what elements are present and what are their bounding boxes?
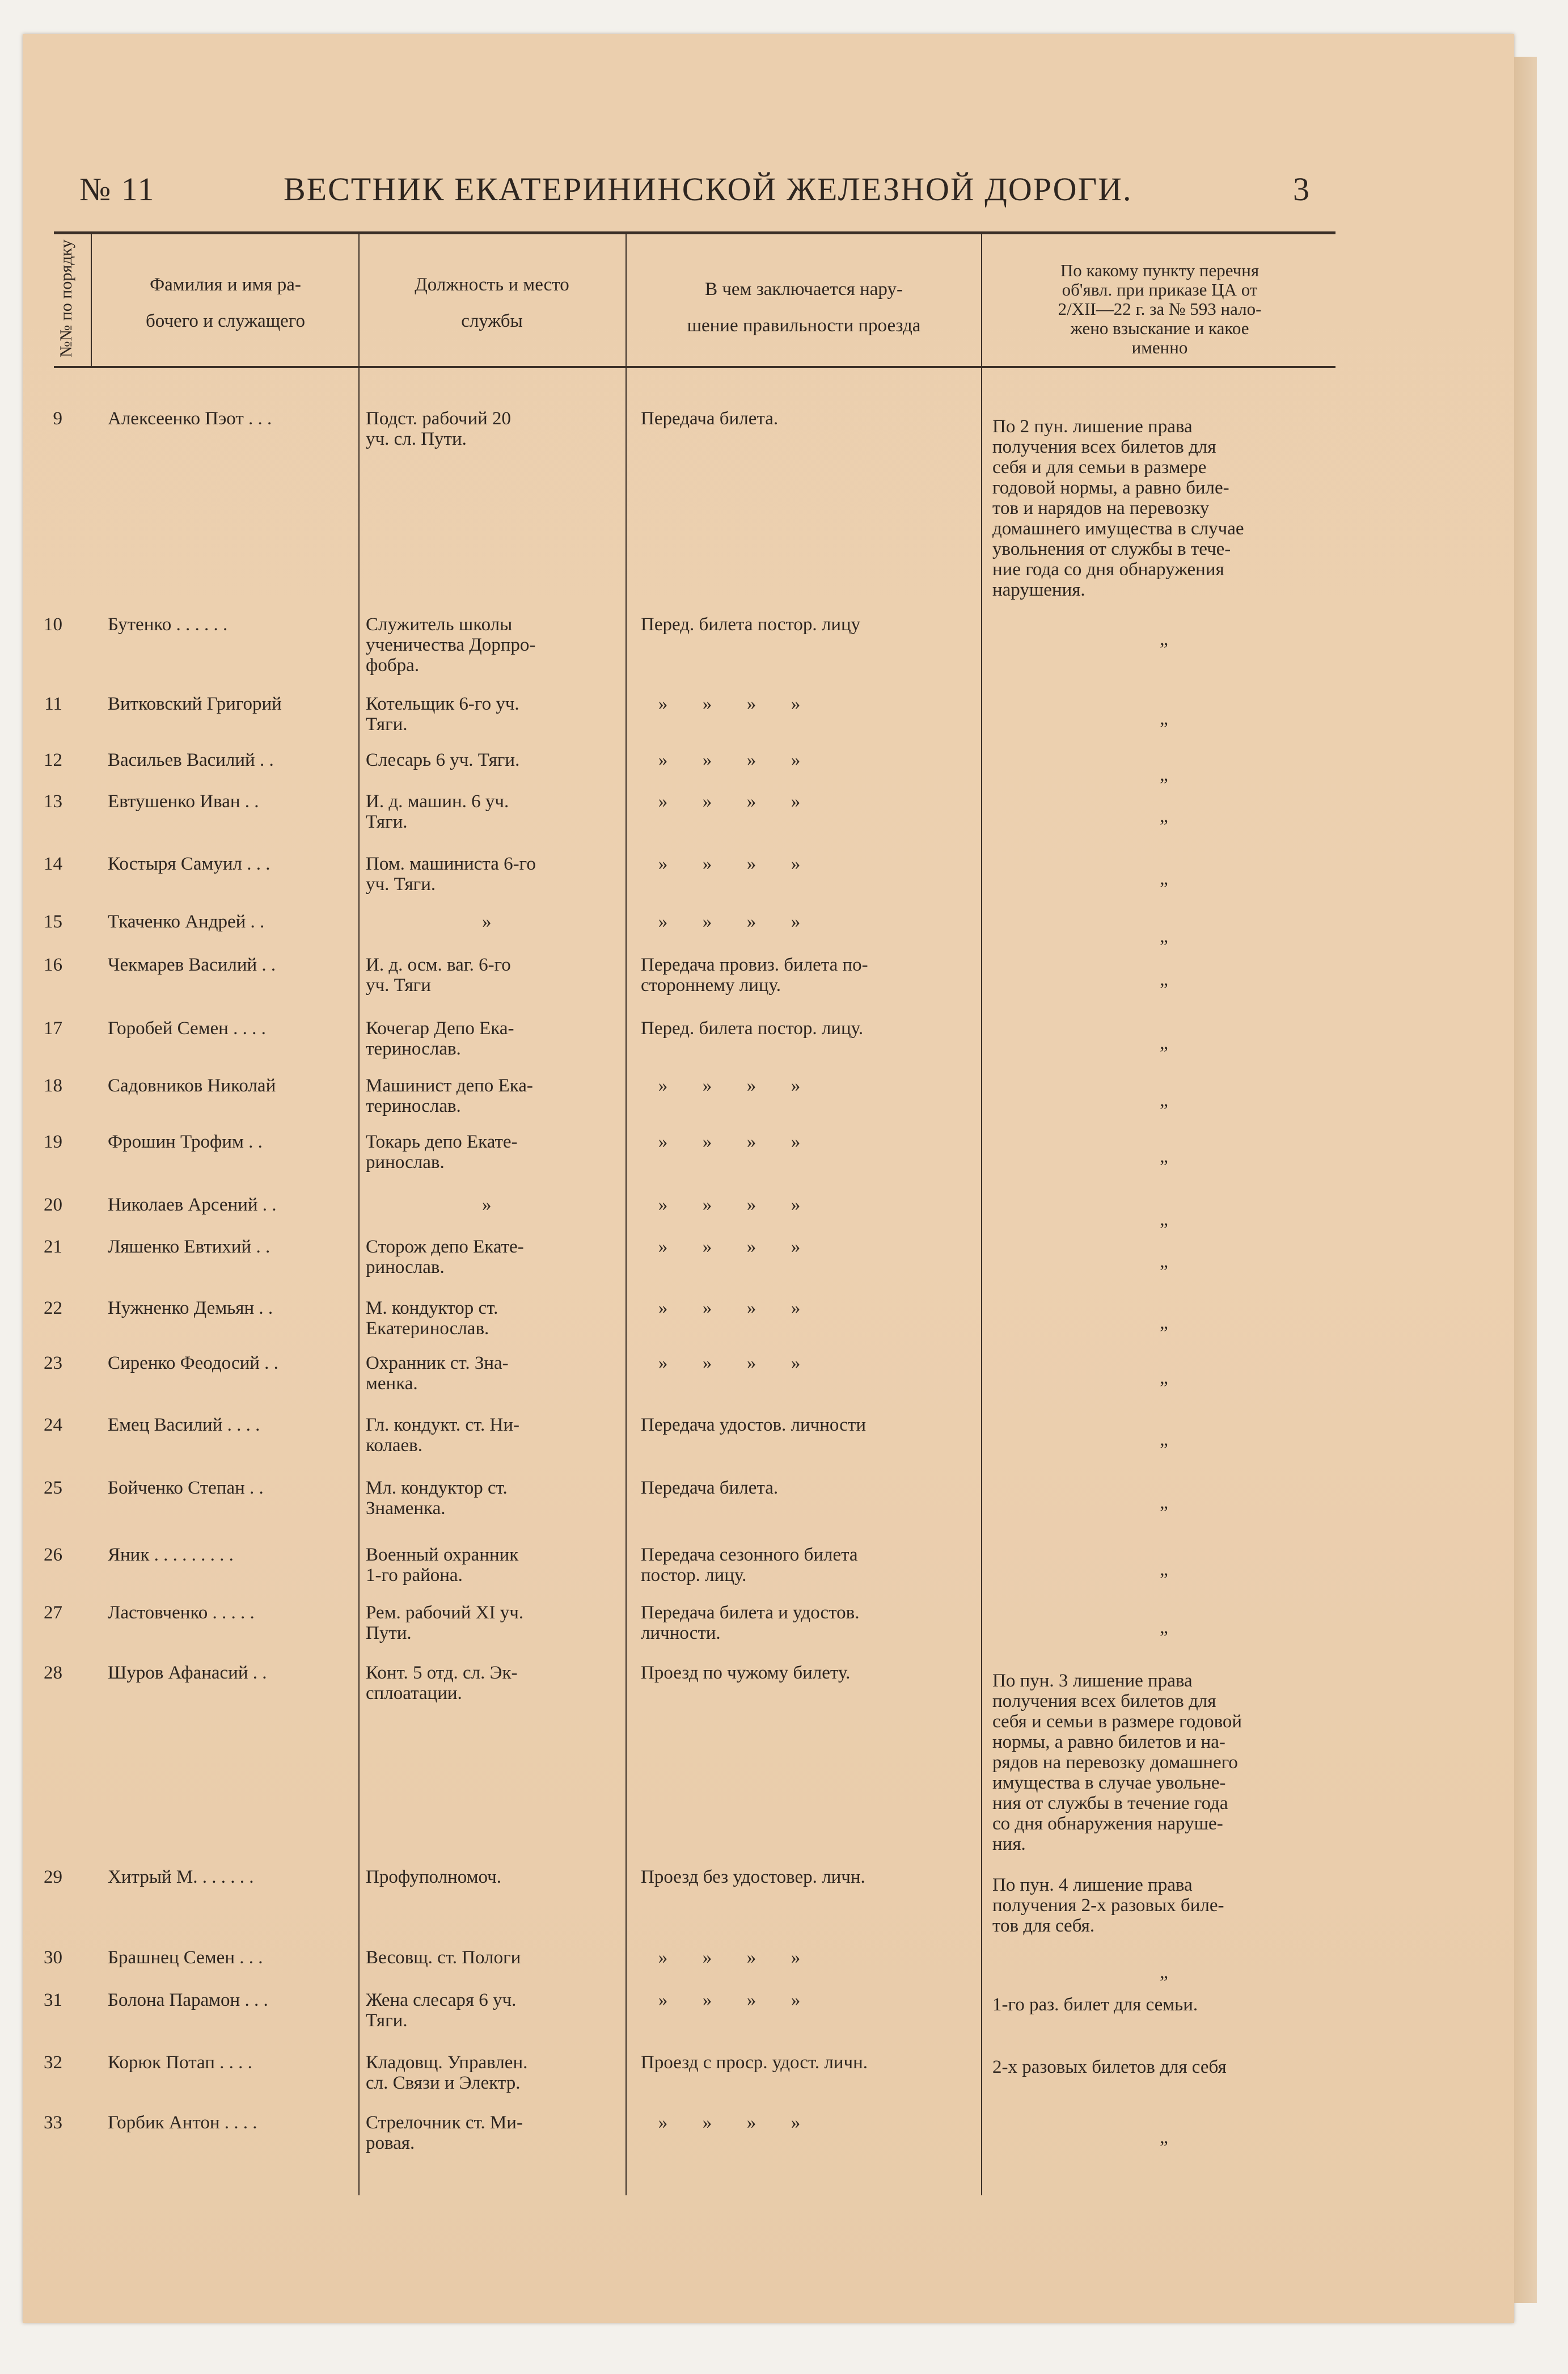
position-text: ринослав. bbox=[366, 1257, 445, 1277]
row-number: 33 bbox=[44, 2112, 62, 2133]
position-text: уч. Тяги. bbox=[366, 874, 436, 895]
row-number: 31 bbox=[44, 1990, 62, 2010]
position-text: 1-го района. bbox=[366, 1565, 463, 1586]
penalty-text: 2-х разовых билетов для себя bbox=[992, 2057, 1227, 2077]
violation-text: Передача сезонного билета bbox=[641, 1545, 858, 1565]
ditto-mark: „ bbox=[1160, 709, 1168, 729]
violation-text: Передача билета. bbox=[641, 1478, 779, 1498]
position-text: » bbox=[482, 912, 492, 932]
penalty-text: По 2 пун. лишение права bbox=[992, 416, 1193, 437]
ditto-mark: „ bbox=[1160, 969, 1168, 990]
position-text: сл. Связи и Электр. bbox=[366, 2073, 521, 2093]
row-number: 16 bbox=[44, 955, 62, 975]
penalty-text: тов для себя. bbox=[992, 1916, 1095, 1936]
employee-name: Нужненко Демьян . . bbox=[108, 1298, 273, 1318]
penalty-text: увольнения от службы в тече- bbox=[992, 539, 1231, 559]
row-number: 15 bbox=[44, 912, 62, 932]
page-edge bbox=[1514, 57, 1537, 2303]
row-number: 28 bbox=[44, 1663, 62, 1683]
employee-name: Алексеенко Пэот . . . bbox=[108, 408, 272, 429]
penalty-text: ние года со дня обнаружения bbox=[992, 559, 1224, 580]
position-text: Кочегар Депо Ека- bbox=[366, 1018, 514, 1039]
column-header-rule bbox=[54, 366, 1335, 368]
position-text: Котельщик 6-го уч. bbox=[366, 694, 519, 714]
position-text: Охранник ст. Зна- bbox=[366, 1353, 509, 1373]
ditto-mark: „ bbox=[1160, 1962, 1168, 1983]
page-number: 3 bbox=[1293, 171, 1311, 208]
ditto-marks: » » » » bbox=[658, 694, 801, 714]
penalty-text: домашнего имущества в случае bbox=[992, 518, 1244, 539]
employee-name: Евтушенко Иван . . bbox=[108, 791, 259, 812]
row-number: 20 bbox=[44, 1195, 62, 1215]
position-text: » bbox=[482, 1195, 492, 1215]
row-number: 24 bbox=[44, 1415, 62, 1435]
row-number: 22 bbox=[44, 1298, 62, 1318]
row-number: 30 bbox=[44, 1947, 62, 1968]
position-text: Жена слесаря 6 уч. bbox=[366, 1990, 517, 2010]
position-text: Тяги. bbox=[366, 714, 408, 735]
ditto-marks: » » » » bbox=[658, 1076, 801, 1096]
row-number: 11 bbox=[44, 694, 62, 714]
column-header-position: Должность и место службы bbox=[415, 275, 569, 331]
row-number: 23 bbox=[44, 1353, 62, 1373]
position-text: Екатеринослав. bbox=[366, 1318, 489, 1339]
ditto-marks: » » » » bbox=[658, 912, 801, 932]
row-number: 14 bbox=[44, 854, 62, 874]
position-text: Подст. рабочий 20 bbox=[366, 408, 512, 429]
position-text: Стрелочник ст. Ми- bbox=[366, 2112, 523, 2133]
penalty-text: себя и семьи в размере годовой bbox=[992, 1711, 1242, 1732]
employee-name: Ляшенко Евтихий . . bbox=[108, 1237, 271, 1257]
row-number: 19 bbox=[44, 1132, 62, 1152]
ditto-mark: „ bbox=[1160, 1492, 1168, 1513]
position-text: М. кондуктор ст. bbox=[366, 1298, 498, 1318]
employee-name: Фрошин Трофим . . bbox=[108, 1132, 263, 1152]
column-divider bbox=[358, 233, 360, 2195]
column-divider bbox=[625, 233, 627, 2195]
violation-text: Передача билета. bbox=[641, 408, 779, 429]
penalty-text: тов и нарядов на перевозку bbox=[992, 498, 1210, 518]
ditto-mark: „ bbox=[1160, 765, 1168, 785]
ditto-mark: „ bbox=[1160, 1146, 1168, 1167]
ditto-mark: „ bbox=[1160, 2127, 1168, 2148]
employee-name: Бойченко Степан . . bbox=[108, 1478, 264, 1498]
row-number: 32 bbox=[44, 2052, 62, 2073]
violation-text: Передача провиз. билета по- bbox=[641, 955, 868, 975]
violation-text: Перед. билета постор. лицу. bbox=[641, 1018, 864, 1039]
ditto-marks: » » » » bbox=[658, 1353, 801, 1373]
violation-text: личности. bbox=[641, 1623, 721, 1643]
column-divider bbox=[91, 233, 92, 366]
row-number: 18 bbox=[44, 1076, 62, 1096]
ditto-marks: » » » » bbox=[658, 1298, 801, 1318]
employee-name: Ластовченко . . . . . bbox=[108, 1603, 255, 1623]
employee-name: Болона Парамон . . . bbox=[108, 1990, 268, 2010]
position-text: Мл. кондуктор ст. bbox=[366, 1478, 508, 1498]
ditto-marks: » » » » bbox=[658, 1990, 801, 2010]
position-text: Конт. 5 отд. сл. Эк- bbox=[366, 1663, 518, 1683]
position-text: И. д. машин. 6 уч. bbox=[366, 791, 509, 812]
penalty-text: ния. bbox=[992, 1834, 1026, 1854]
violation-text: стороннему лицу. bbox=[641, 975, 781, 996]
employee-name: Костыря Самуил . . . bbox=[108, 854, 271, 874]
employee-name: Горобей Семен . . . . bbox=[108, 1018, 266, 1039]
row-number: 12 bbox=[44, 750, 62, 770]
position-text: Гл. кондукт. ст. Ни- bbox=[366, 1415, 519, 1435]
position-text: Тяги. bbox=[366, 2010, 408, 2031]
ditto-marks: » » » » bbox=[658, 1132, 801, 1152]
position-text: И. д. осм. ваг. 6-го bbox=[366, 955, 511, 975]
employee-name: Горбик Антон . . . . bbox=[108, 2112, 257, 2133]
employee-name: Бутенко . . . . . . bbox=[108, 614, 228, 635]
violation-text: Проезд без удостовер. личн. bbox=[641, 1867, 865, 1887]
ditto-mark: „ bbox=[1160, 1617, 1168, 1638]
column-header-name: Фамилия и имя ра- бочего и служащего bbox=[146, 275, 305, 331]
employee-name: Яник . . . . . . . . . bbox=[108, 1545, 234, 1565]
ditto-marks: » » » » bbox=[658, 2112, 801, 2133]
ditto-mark: „ bbox=[1160, 1313, 1168, 1333]
row-number: 27 bbox=[44, 1603, 62, 1623]
ditto-mark: „ bbox=[1160, 926, 1168, 947]
column-header-number: №№ по порядку bbox=[57, 239, 75, 357]
row-number: 25 bbox=[44, 1478, 62, 1498]
position-text: Тяги. bbox=[366, 812, 408, 832]
position-text: колаев. bbox=[366, 1435, 423, 1456]
ditto-marks: » » » » bbox=[658, 854, 801, 874]
journal-title: ВЕСТНИК ЕКАТЕРИНИНСКОЙ ЖЕЛЕЗНОЙ ДОРОГИ. bbox=[284, 171, 1132, 208]
ditto-mark: „ bbox=[1160, 806, 1168, 827]
position-text: Пути. bbox=[366, 1623, 412, 1643]
column-header-penalty: По какому пункту перечня об'явл. при приказе ЦА от 2/XII—22 г. за № 593 нало- жено взыскание и какое именно bbox=[1058, 260, 1262, 357]
column-header-violation: В чем заключается нару- шение правильности проезда bbox=[687, 279, 921, 336]
position-text: Слесарь 6 уч. Тяги. bbox=[366, 750, 520, 770]
position-text: ринослав. bbox=[366, 1152, 445, 1173]
position-text: уч. сл. Пути. bbox=[366, 429, 467, 449]
employee-name: Ткаченко Андрей . . bbox=[108, 912, 265, 932]
ditto-marks: » » » » bbox=[658, 791, 801, 812]
penalty-text: получения всех билетов для bbox=[992, 1691, 1216, 1711]
position-text: Кладовщ. Управлен. bbox=[366, 2052, 528, 2073]
position-text: Весовщ. ст. Пологи bbox=[366, 1947, 521, 1968]
row-number: 29 bbox=[44, 1867, 62, 1887]
employee-name: Васильев Василий . . bbox=[108, 750, 274, 770]
violation-text: постор. лицу. bbox=[641, 1565, 747, 1586]
employee-name: Шуров Афанасий . . bbox=[108, 1663, 267, 1683]
position-text: Рем. рабочий XI уч. bbox=[366, 1603, 524, 1623]
employee-name: Брашнец Семен . . . bbox=[108, 1947, 263, 1968]
position-text: Профуполномоч. bbox=[366, 1867, 501, 1887]
penalty-text: получения всех билетов для bbox=[992, 437, 1216, 457]
position-text: Машинист депо Ека- bbox=[366, 1076, 533, 1096]
column-divider bbox=[981, 233, 982, 2195]
penalty-text: По пун. 3 лишение права bbox=[992, 1671, 1193, 1691]
ditto-mark: „ bbox=[1160, 1251, 1168, 1272]
penalty-text: себя и для семьи в размере bbox=[992, 457, 1207, 478]
position-text: Военный охранник bbox=[366, 1545, 519, 1565]
position-text: Знаменка. bbox=[366, 1498, 446, 1519]
penalty-text: со дня обнаружения наруше- bbox=[992, 1814, 1223, 1834]
row-number: 26 bbox=[44, 1545, 62, 1565]
employee-name: Николаев Арсений . . bbox=[108, 1195, 277, 1215]
position-text: ровая. bbox=[366, 2133, 415, 2153]
penalty-text: По пун. 4 лишение права bbox=[992, 1875, 1193, 1895]
employee-name: Хитрый М. . . . . . . bbox=[108, 1867, 254, 1887]
position-text: уч. Тяги bbox=[366, 975, 431, 996]
violation-text: Перед. билета постор. лицу bbox=[641, 614, 861, 635]
row-number: 10 bbox=[44, 614, 62, 635]
header-rule bbox=[54, 231, 1335, 234]
employee-name: Корюк Потап . . . . bbox=[108, 2052, 252, 2073]
ditto-mark: „ bbox=[1160, 1559, 1168, 1580]
ditto-marks: » » » » bbox=[658, 1237, 801, 1257]
position-text: Токарь депо Екате- bbox=[366, 1132, 518, 1152]
position-text: фобра. bbox=[366, 655, 420, 676]
ditto-marks: » » » » bbox=[658, 1947, 801, 1968]
ditto-marks: » » » » bbox=[658, 1195, 801, 1215]
ditto-mark: „ bbox=[1160, 1033, 1168, 1053]
penalty-text: 1-го раз. билет для семьи. bbox=[992, 1995, 1198, 2015]
ditto-mark: „ bbox=[1160, 629, 1168, 650]
violation-text: Проезд с проср. удост. личн. bbox=[641, 2052, 868, 2073]
ditto-mark: „ bbox=[1160, 1368, 1168, 1388]
penalty-text: получения 2-х разовых биле- bbox=[992, 1895, 1224, 1916]
ditto-mark: „ bbox=[1160, 1090, 1168, 1111]
row-number: 9 bbox=[53, 408, 62, 429]
employee-name: Сиренко Феодосий . . bbox=[108, 1353, 278, 1373]
violation-text: Передача удостов. личности bbox=[641, 1415, 866, 1435]
employee-name: Чекмарев Василий . . bbox=[108, 955, 276, 975]
penalty-text: имущества в случае увольне- bbox=[992, 1773, 1226, 1793]
penalty-text: нарушения. bbox=[992, 580, 1085, 600]
ditto-marks: » » » » bbox=[658, 750, 801, 770]
position-text: Служитель школы bbox=[366, 614, 513, 635]
penalty-text: ния от службы в течение года bbox=[992, 1793, 1228, 1814]
position-text: Пом. машиниста 6-го bbox=[366, 854, 536, 874]
position-text: теринослав. bbox=[366, 1096, 461, 1116]
violation-text: Проезд по чужому билету. bbox=[641, 1663, 851, 1683]
issue-number: № 11 bbox=[79, 171, 155, 208]
position-text: менка. bbox=[366, 1373, 418, 1394]
row-number: 13 bbox=[44, 791, 62, 812]
penalty-text: годовой нормы, а равно биле- bbox=[992, 478, 1229, 498]
row-number: 17 bbox=[44, 1018, 62, 1039]
violation-text: Передача билета и удостов. bbox=[641, 1603, 860, 1623]
penalty-text: рядов на перевозку домашнего bbox=[992, 1752, 1238, 1773]
employee-name: Садовников Николай bbox=[108, 1076, 276, 1096]
position-text: сплоатации. bbox=[366, 1683, 462, 1703]
position-text: теринослав. bbox=[366, 1039, 461, 1059]
position-text: ученичества Дорпро- bbox=[366, 635, 536, 655]
ditto-mark: „ bbox=[1160, 1209, 1168, 1230]
ditto-mark: „ bbox=[1160, 868, 1168, 889]
row-number: 21 bbox=[44, 1237, 62, 1257]
employee-name: Витковский Григорий bbox=[108, 694, 282, 714]
employee-name: Емец Василий . . . . bbox=[108, 1415, 260, 1435]
penalty-text: нормы, а равно билетов и на- bbox=[992, 1732, 1225, 1752]
ditto-mark: „ bbox=[1160, 1430, 1168, 1450]
position-text: Сторож депо Екате- bbox=[366, 1237, 524, 1257]
